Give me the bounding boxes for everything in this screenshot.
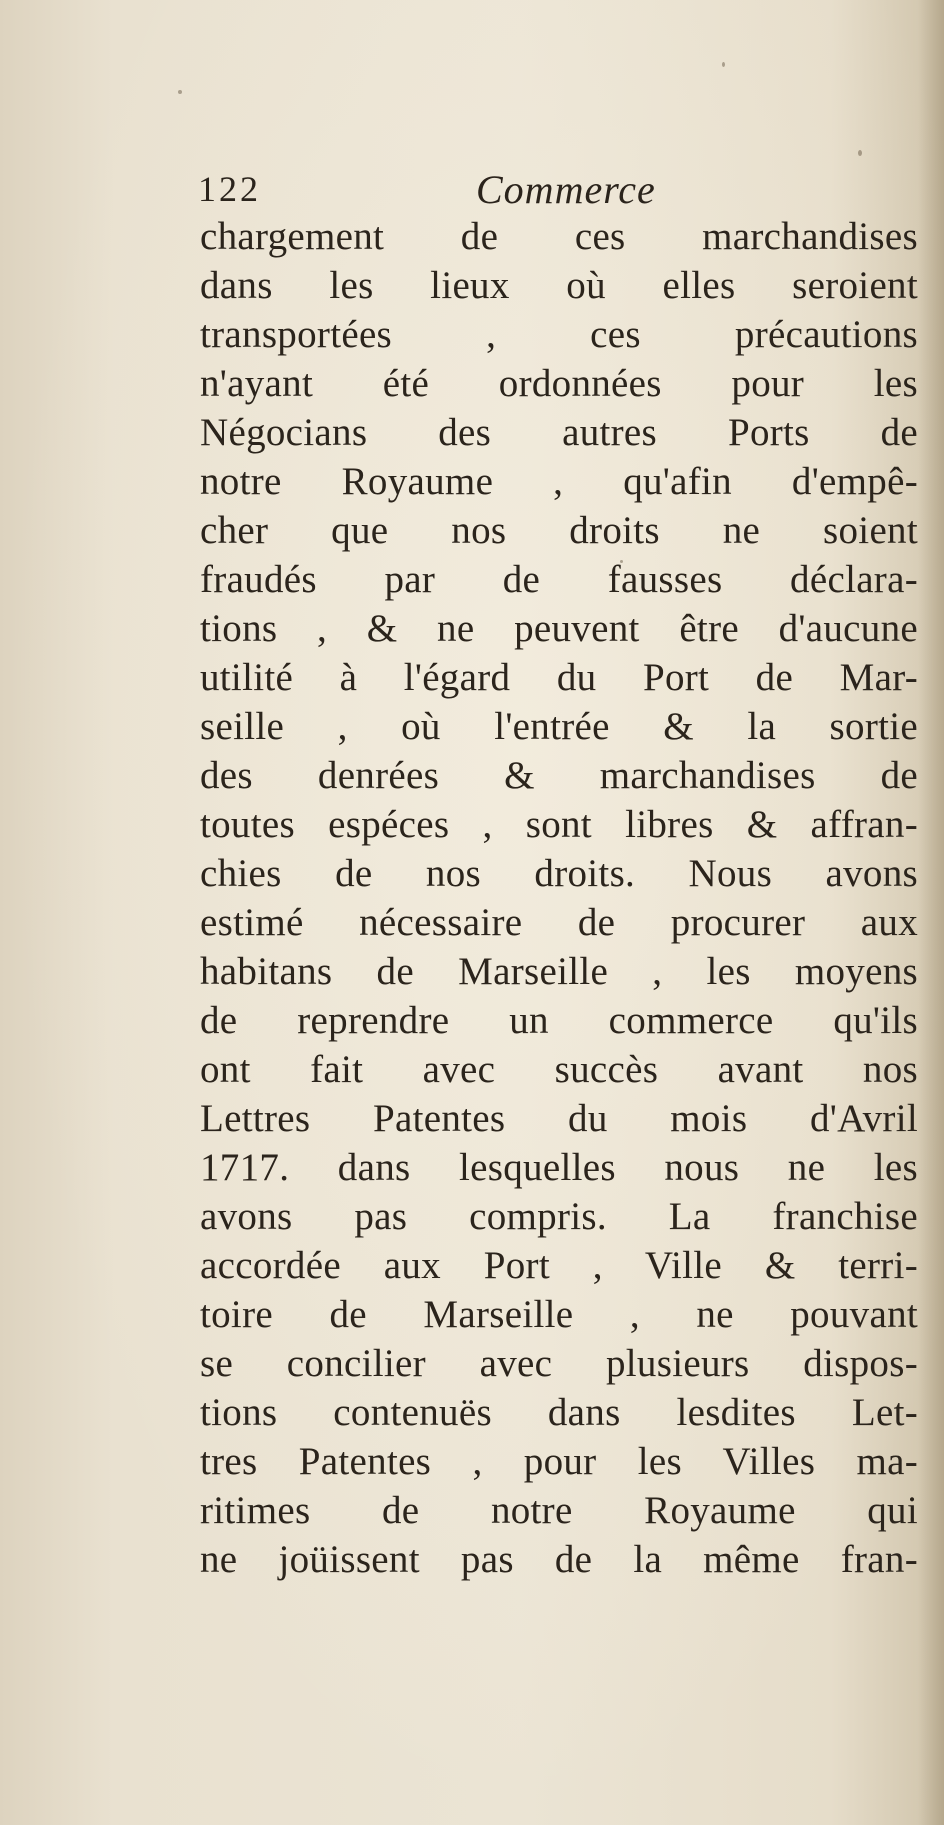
text-line: dans les lieux où elles seroient bbox=[200, 264, 918, 307]
text-line: des denrées & marchandises de bbox=[200, 754, 918, 797]
paper-speck bbox=[858, 150, 862, 156]
text-line: Négocians des autres Ports de bbox=[200, 411, 918, 454]
text-line: fraudés par de fausses déclara- bbox=[200, 558, 918, 601]
text-line: tions , & ne peuvent être d'aucune bbox=[200, 607, 918, 650]
text-line: tions contenuës dans lesdites Let- bbox=[200, 1391, 918, 1434]
body-text bbox=[200, 212, 918, 1584]
text-line: n'ayant été ordonnées pour les bbox=[200, 362, 918, 405]
text-line: notre Royaume , qu'afin d'empê- bbox=[200, 460, 918, 503]
page-edge-shadow bbox=[918, 0, 944, 1825]
text-line: estimé nécessaire de procurer aux bbox=[200, 901, 918, 944]
page-number: 122 bbox=[198, 169, 261, 209]
text-line: utilité à l'égard du Port de Mar- bbox=[200, 656, 918, 699]
text-line: ne joüissent pas de la même fran- bbox=[200, 1538, 918, 1581]
paper-speck bbox=[722, 62, 725, 67]
text-line: ont fait avec succès avant nos bbox=[200, 1048, 918, 1091]
text-line: toire de Marseille , ne pouvant bbox=[200, 1293, 918, 1336]
text-line: cher que nos droits ne soient bbox=[200, 509, 918, 552]
text-line: Lettres Patentes du mois d'Avril bbox=[200, 1097, 918, 1140]
text-line: transportées , ces précautions bbox=[200, 313, 918, 356]
text-line: habitans de Marseille , les moyens bbox=[200, 950, 918, 993]
text-line: avons pas compris. La franchise bbox=[200, 1195, 918, 1238]
text-line: 1717. dans lesquelles nous ne les bbox=[200, 1146, 918, 1189]
paper-speck bbox=[178, 90, 182, 94]
text-line: ritimes de notre Royaume qui bbox=[200, 1489, 918, 1532]
text-line: accordée aux Port , Ville & terri- bbox=[200, 1244, 918, 1287]
text-line: chargement de ces marchandises bbox=[200, 215, 918, 258]
text-line: seille , où l'entrée & la sortie bbox=[200, 705, 918, 748]
running-head: Commerce bbox=[476, 167, 656, 212]
text-line: chies de nos droits. Nous avons bbox=[200, 852, 918, 895]
text-line: de reprendre un commerce qu'ils bbox=[200, 999, 918, 1042]
text-line: tres Patentes , pour les Villes ma- bbox=[200, 1440, 918, 1483]
text-line: se concilier avec plusieurs dispos- bbox=[200, 1342, 918, 1385]
text-line: toutes espéces , sont libres & affran- bbox=[200, 803, 918, 846]
